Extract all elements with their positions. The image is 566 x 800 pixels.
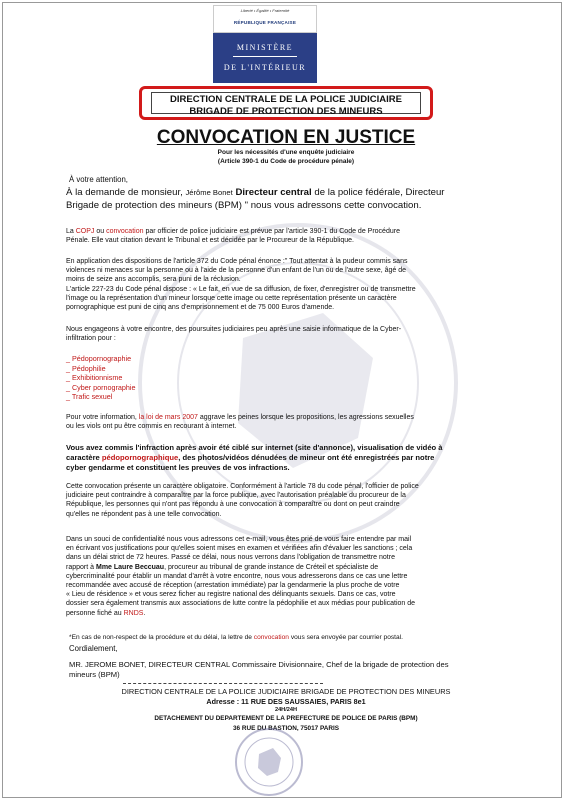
signature <box>69 660 544 680</box>
delay-note <box>69 633 539 642</box>
para1-ou: ou <box>96 228 105 235</box>
para3-line: Nous engageons à votre encontre, des poursuites judiciaires peu après une saisie informatique de la Cyber- <box>66 326 402 333</box>
para5-line-1: Vous avez commis l'infraction après avoir été ciblé sur internet (site d'annonce), visualisation de vidéo à <box>66 443 443 452</box>
header-line-2: BRIGADE DE PROTECTION DES MINEURS <box>189 106 383 117</box>
logo-republic: RÉPUBLIQUE FRANÇAISE <box>233 20 297 25</box>
header-inner-box <box>151 92 421 117</box>
intro-line-2: Brigade de protection des mineurs (BPM) " nous vous adressons cette convocation. <box>66 199 422 211</box>
para2-line: L'article 227-23 du Code pénal dispose : « Le fait, en vue de sa diffusion, de fixer, d'enregistrer ou de transmettre <box>66 285 416 293</box>
footer-address-2: 36 RUE DU BASTION, 75017 PARIS <box>232 725 340 732</box>
para3-line: infiltration pour : <box>66 335 116 343</box>
para5-post: , des photos/vidéos dénudées de mineur ont été enregistrées par notre <box>178 453 435 462</box>
copj-term: COPJ <box>75 228 95 235</box>
footer-address: Adresse : 11 RUE DES SAUSSAIES, PARIS 8e1 <box>206 697 366 706</box>
footer-detachment: DETACHEMENT DU DEPARTEMENT DE LA PREFECTURE DE POLICE DE PARIS (BPM) <box>154 715 418 722</box>
para7-line: en écrivant vos justifications pour qu'elles soient mises en examen et vérifiées afin d'évaluer les sanctions ; cela <box>66 545 413 553</box>
intro-role: Directeur central <box>235 187 312 198</box>
header-box <box>139 86 433 120</box>
para6-line: qu'elles ne répondent pas à une telle convocation. <box>66 510 222 518</box>
paragraph-confidentiality <box>66 535 544 618</box>
police-stamp <box>233 726 305 798</box>
para2-line: pornographique est puni de cinq ans d'emprisonnement et de 75 000 Euros d'amende. <box>66 304 335 312</box>
pedo-term: pédopornographique <box>101 453 179 462</box>
note-b: vous sera envoyée par courrier postal. <box>290 634 403 641</box>
para2-line: En application des dispositions de l'article 372 du Code pénal énonce :" Tout attentat à la pudeur commis sans <box>66 258 408 265</box>
note-convocation-term: convocation <box>253 634 289 641</box>
footer-hours: 24H/24H <box>274 707 298 713</box>
para1-rest: par officier de police judiciaire est prévue par l'article 390-1 du Code de Procédure <box>145 228 400 235</box>
subtitle-1: Pour les nécessités d'une enquête judiciaire <box>217 149 355 156</box>
para7-line <box>66 563 544 572</box>
para7-line: dossier sera également transmis aux associations de lutte contre la pédophilie et aux médias pour publication de <box>66 600 416 608</box>
para7-l9b: . <box>143 609 146 617</box>
paragraph-legal <box>66 257 541 312</box>
para4-a: Pour votre information, <box>66 414 137 421</box>
para1-line-1 <box>66 227 536 236</box>
closing: Cordialement, <box>69 644 118 653</box>
footer-line-1: DIRECTION CENTRALE DE LA POLICE JUDICIAIRE BRIGADE DE PROTECTION DES MINEURS <box>121 687 451 696</box>
logo-motto: Liberté • Égalité • Fraternité <box>240 8 290 13</box>
paragraph-accusation <box>66 443 541 473</box>
list-item: _ Trafic sexuel <box>66 392 113 401</box>
intro-text-a: À la demande de monsieur, <box>66 187 183 198</box>
paragraph-engagement <box>66 325 541 343</box>
law-2007-term: la loi de mars 2007 <box>138 414 198 421</box>
para7-l4a: rapport à <box>66 563 95 571</box>
para7-l4b: , procureur au tribunal de grande instance de Créteil et spécialiste de <box>164 563 379 571</box>
paragraph-copj <box>66 227 536 245</box>
signature-line-1: MR. JEROME BONET, DIRECTEUR CENTRAL Commissaire Divisionnaire, Chef de la brigade de protection des <box>69 660 449 669</box>
para2-line: moins de seize ans accomplis, sera puni de la réclusion. <box>66 276 241 284</box>
paragraph-law-2007 <box>66 413 541 431</box>
intro-text-b: de la police fédérale, Directeur <box>314 187 445 198</box>
signature-line-2: mineurs (BPM) <box>69 670 120 679</box>
logo-divider <box>233 56 297 57</box>
ministry-logo <box>213 5 317 83</box>
page-title: CONVOCATION EN JUSTICE <box>156 127 416 148</box>
list-item: _ Pédophilie <box>66 363 106 373</box>
para7-l9a: personne fiché au <box>66 609 122 617</box>
para7-line <box>66 609 544 618</box>
para7-line: cybercriminalité pour établir un mandat d'arrêt à votre encontre, nous vous adresserons dans ce cas une lettre <box>66 572 408 580</box>
logo-ministry-line1: MINISTÈRE <box>236 43 294 52</box>
para7-line: « Lieu de résidence » et vous serez ficher au registre national des délinquants sexuels. Dans ce cas, votre <box>66 591 396 599</box>
para6-line: République, les personnes qui n'ont pas répondu à une convocation à comparaître ou dont on peut craindre <box>66 501 400 509</box>
list-item: _ Cyber pornographie <box>66 382 136 392</box>
rnds-term: RNDS <box>123 609 144 617</box>
convocation-term: convocation <box>106 228 144 235</box>
para2-line: l'image ou la représentation d'un mineur lorsque cette image ou cette représentation présente un caractère <box>66 294 397 302</box>
logo-ministry-line2: DE L'INTÉRIEUR <box>223 63 307 72</box>
intro-paragraph <box>66 187 536 212</box>
para2-line: violences ni menaces sur la personne ou à l'aide de la personne d'un enfant de l'un ou de l'autre sexe, âgé de <box>66 267 407 275</box>
header-line-1: DIRECTION CENTRALE DE LA POLICE JUDICIAIRE <box>170 94 402 105</box>
para4-line-1 <box>66 413 541 422</box>
para4-line-2: ou les viols ont pu être commis en recourant à internet. <box>66 423 237 431</box>
prosecutor-name: Mme Laure Beccuau <box>95 563 165 571</box>
para7-line: recommandée avec accusé de réception (arrestation immédiate) par la gendarmerie la plus proche de votre <box>66 582 400 590</box>
para6-line: Cette convocation présente un caractère obligatoire. Conformément à l'article 78 du code pénal, l'officier de police <box>66 483 419 490</box>
offense-list <box>66 354 136 402</box>
para5-line-3: cyber gendarme et constituent les preuves de vos infractions. <box>66 463 290 472</box>
list-item: _ Pédopornographie <box>66 354 132 363</box>
para5-pre: caractère <box>66 453 100 462</box>
footer-divider <box>123 683 323 684</box>
para5-line-2 <box>66 453 541 463</box>
paragraph-obligation <box>66 482 544 519</box>
subtitle-2: (Article 390-1 du Code de procédure pénale) <box>217 158 355 165</box>
greeting: À votre attention, <box>69 175 128 184</box>
para6-line: judiciaire peut contraindre à comparaître par la force publique, avec l'autorisation préalable du procureur de la <box>66 492 406 500</box>
intro-line-1 <box>66 187 536 200</box>
para4-b: aggrave les peines lorsque les propositions, les agressions sexuelles <box>199 414 414 421</box>
para7-line: Dans un souci de confidentialité nous vous adressons cet e-mail, vous êtes prié de vous faire entendre par mail <box>66 536 412 543</box>
intro-name: Jérôme Bonet <box>185 188 233 197</box>
list-item: _ Exhibitionnisme <box>66 373 123 382</box>
para7-line: dans un délai strict de 72 heures. Passé ce délai, nous nous verrons dans l'obligation de transmettre notre <box>66 554 395 562</box>
para1-line-2: Pénale. Elle vaut citation devant le Tribunal et est décidée par le Procureur de la République. <box>66 237 354 245</box>
logo-blue-block <box>213 33 317 83</box>
para1-la: La <box>66 228 74 235</box>
document-page <box>2 2 562 798</box>
note-a: *En cas de non-respect de la procédure et du délai, la lettre de <box>69 634 252 641</box>
